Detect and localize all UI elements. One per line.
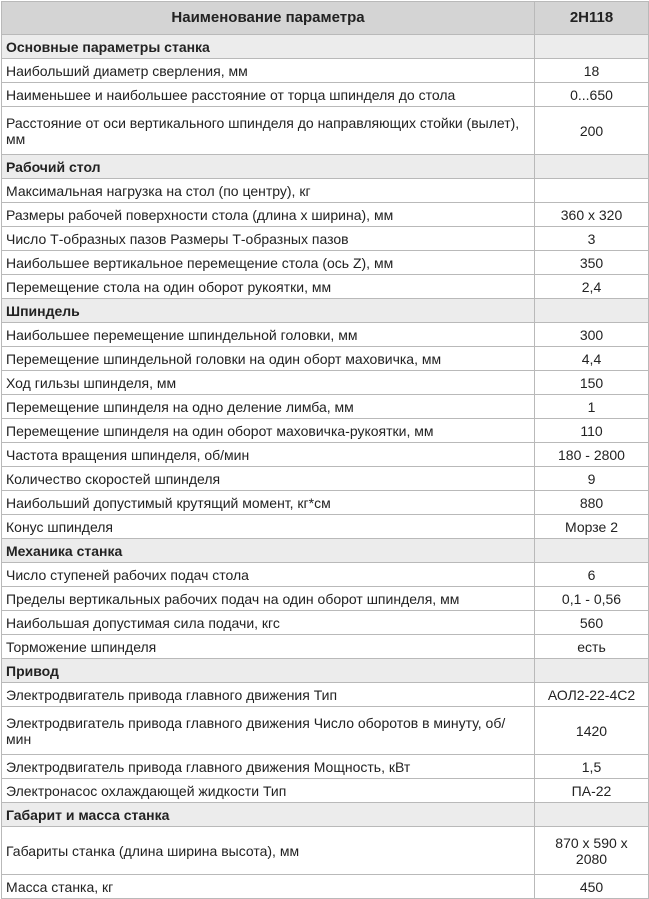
param-name: Габариты станка (длина ширина высота), мм [2,827,535,875]
param-name: Число Т-образных пазов Размеры Т-образных пазов [2,227,535,251]
param-value [535,539,649,563]
param-name: Наибольшее перемещение шпиндельной головки, мм [2,323,535,347]
param-value [535,179,649,203]
section-row [2,155,649,179]
param-name: Частота вращения шпинделя, об/мин [2,443,535,467]
param-column-header: Наименование параметра [2,2,535,35]
table-row [2,467,649,491]
table-row [2,179,649,203]
header-row [2,2,649,35]
table-row [2,323,649,347]
param-name: Торможение шпинделя [2,635,535,659]
table-row [2,395,649,419]
param-value: 2,4 [535,275,649,299]
param-value: 880 [535,491,649,515]
param-name: Размеры рабочей поверхности стола (длина х ширина), мм [2,203,535,227]
param-name: Наибольший диаметр сверления, мм [2,59,535,83]
param-name: Максимальная нагрузка на стол (по центру), кг [2,179,535,203]
param-value: 9 [535,467,649,491]
param-value [535,659,649,683]
param-name: Перемещение стола на один оборот рукоятки, мм [2,275,535,299]
param-value: 200 [535,107,649,155]
param-name: Масса станка, кг [2,875,535,899]
param-value: АОЛ2-22-4С2 [535,683,649,707]
table-row [2,611,649,635]
param-value: 0...650 [535,83,649,107]
param-name: Электродвигатель привода главного движения Тип [2,683,535,707]
param-name: Наибольшее вертикальное перемещение стола (ось Z), мм [2,251,535,275]
param-value: 360 х 320 [535,203,649,227]
param-name: Перемещение шпиндельной головки на один оборт маховичка, мм [2,347,535,371]
table-row [2,587,649,611]
param-name: Электронасос охлаждающей жидкости Тип [2,779,535,803]
section-title: Основные параметры станка [2,35,535,59]
param-value: 180 - 2800 [535,443,649,467]
section-row [2,299,649,323]
param-name: Перемещение шпинделя на одно деление лимба, мм [2,395,535,419]
section-title: Шпиндель [2,299,535,323]
table-row [2,683,649,707]
section-row [2,35,649,59]
param-value: 0,1 - 0,56 [535,587,649,611]
param-value: 6 [535,563,649,587]
table-row [2,83,649,107]
param-value [535,35,649,59]
table-row [2,203,649,227]
section-row [2,803,649,827]
param-value: 18 [535,59,649,83]
spec-table [1,1,649,899]
table-row [2,563,649,587]
table-row [2,875,649,899]
param-value: 3 [535,227,649,251]
param-name: Электродвигатель привода главного движения Число оборотов в минуту, об/мин [2,707,535,755]
param-value: 450 [535,875,649,899]
table-row [2,107,649,155]
table-row [2,707,649,755]
param-value [535,803,649,827]
table-row [2,275,649,299]
table-row [2,419,649,443]
table-row [2,371,649,395]
param-value: 110 [535,419,649,443]
param-value: 560 [535,611,649,635]
param-name: Электродвигатель привода главного движения Мощность, кВт [2,755,535,779]
table-row [2,515,649,539]
param-value: 150 [535,371,649,395]
param-value: есть [535,635,649,659]
param-value: ПА-22 [535,779,649,803]
param-value: 350 [535,251,649,275]
param-name: Перемещение шпинделя на один оборот маховичка-рукоятки, мм [2,419,535,443]
param-value: 1,5 [535,755,649,779]
param-name: Расстояние от оси вертикального шпинделя до направляющих стойки (вылет), мм [2,107,535,155]
section-title: Механика станка [2,539,535,563]
table-row [2,227,649,251]
spec-table-body [2,35,649,899]
table-row [2,491,649,515]
param-value: 300 [535,323,649,347]
param-value: 1420 [535,707,649,755]
table-row [2,251,649,275]
value-column-header: 2Н118 [535,2,649,35]
param-name: Количество скоростей шпинделя [2,467,535,491]
param-name: Пределы вертикальных рабочих подач на один оборот шпинделя, мм [2,587,535,611]
param-value: 870 х 590 х 2080 [535,827,649,875]
param-name: Число ступеней рабочих подач стола [2,563,535,587]
param-value [535,155,649,179]
param-value: Морзе 2 [535,515,649,539]
table-row [2,779,649,803]
table-row [2,635,649,659]
table-row [2,827,649,875]
table-row [2,755,649,779]
param-name: Ход гильзы шпинделя, мм [2,371,535,395]
section-title: Габарит и масса станка [2,803,535,827]
param-value: 4,4 [535,347,649,371]
section-title: Привод [2,659,535,683]
table-row [2,59,649,83]
param-value [535,299,649,323]
param-name: Наибольшая допустимая сила подачи, кгс [2,611,535,635]
param-name: Конус шпинделя [2,515,535,539]
section-row [2,539,649,563]
section-row [2,659,649,683]
table-row [2,347,649,371]
section-title: Рабочий стол [2,155,535,179]
param-value: 1 [535,395,649,419]
table-row [2,443,649,467]
param-name: Наибольший допустимый крутящий момент, кг*см [2,491,535,515]
param-name: Наименьшее и наибольшее расстояние от торца шпинделя до стола [2,83,535,107]
